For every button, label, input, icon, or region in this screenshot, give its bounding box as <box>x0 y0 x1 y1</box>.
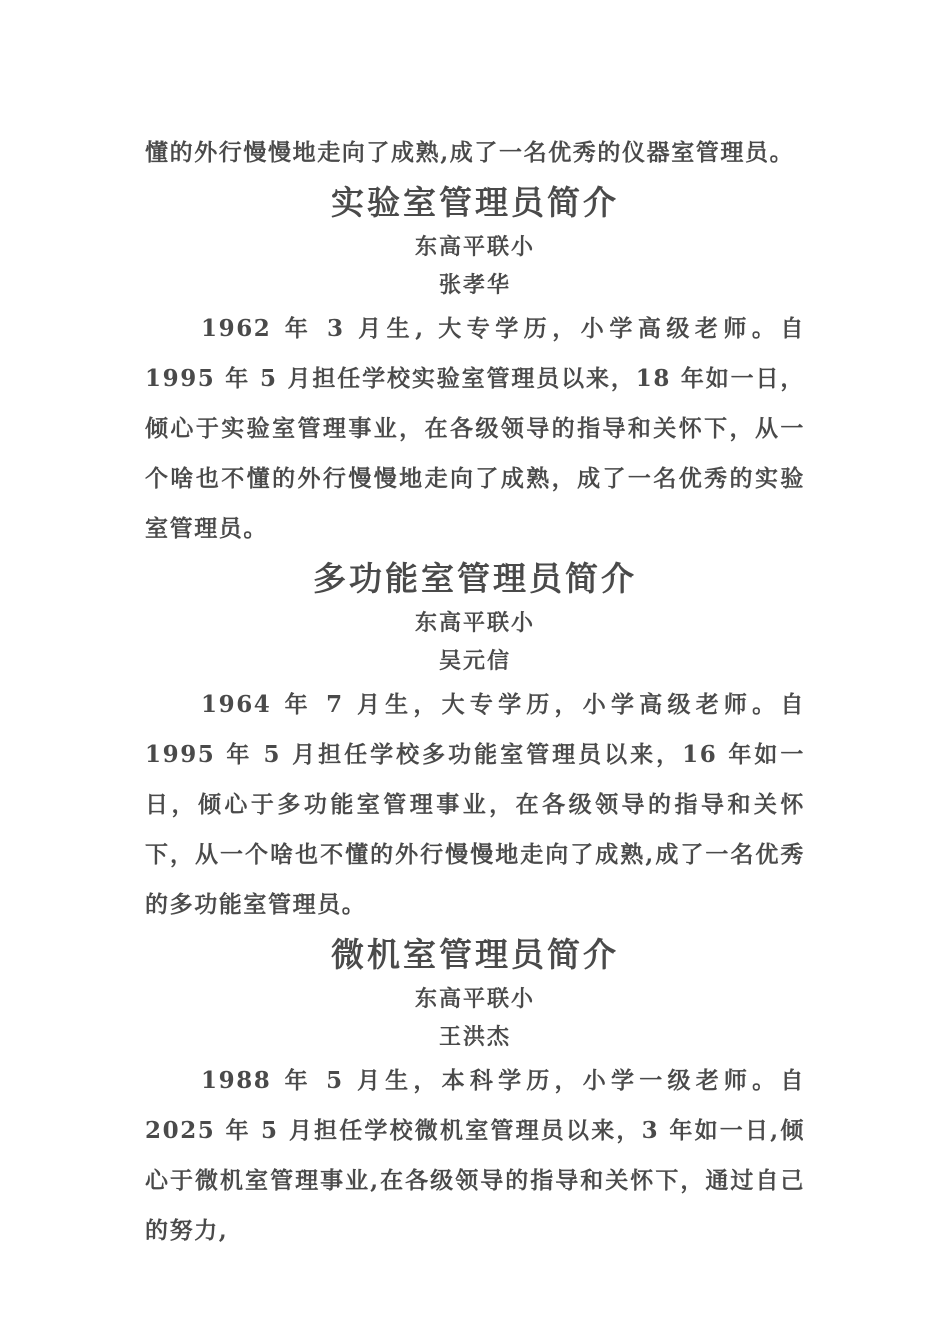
section-lab-admin <box>145 178 805 554</box>
section-body: 1962 年 3 月生, 大专学历，小学高级老师。自 1995 年 5 月担任学校实验室管理员以来，18 年如一日，倾心于实验室管理事业，在各级领导的指导和关怀下，从一个啥也不懂的外行慢慢地走向了成熟，成了一名优秀的实验室管理员。 <box>145 315 805 542</box>
section-school: 东高平联小 <box>414 610 535 636</box>
section-title: 多功能室管理员简介 <box>313 559 637 598</box>
section-person-name: 张孝华 <box>438 272 511 298</box>
section-school: 东高平联小 <box>414 986 535 1012</box>
section-body: 1964 年 7 月生，大专学历，小学高级老师。自 1995 年 5 月担任学校多功能室管理员以来，16 年如一日，倾心于多功能室管理事业，在各级领导的指导和关怀下，从一个啥也不懂的外行慢慢地走向了成熟,成了一名优秀的多功能室管理员。 <box>145 691 805 918</box>
section-computer-room-admin <box>145 930 805 1256</box>
section-person-name: 吴元信 <box>438 648 511 674</box>
section-title: 微机室管理员简介 <box>331 935 619 974</box>
document-page <box>145 128 805 1256</box>
section-title: 实验室管理员简介 <box>331 183 619 222</box>
section-person-name: 王洪杰 <box>438 1024 511 1050</box>
section-body: 1988 年 5 月生，本科学历，小学一级老师。自 2025 年 5 月担任学校微机室管理员以来，3 年如一日,倾心于微机室管理事业,在各级领导的指导和关怀下，通过自己的努力, <box>145 1067 805 1244</box>
intro-fragment: 懂的外行慢慢地走向了成熟,成了一名优秀的仪器室管理员。 <box>145 139 795 166</box>
section-multifunction-admin <box>145 554 805 930</box>
section-school: 东高平联小 <box>414 234 535 260</box>
